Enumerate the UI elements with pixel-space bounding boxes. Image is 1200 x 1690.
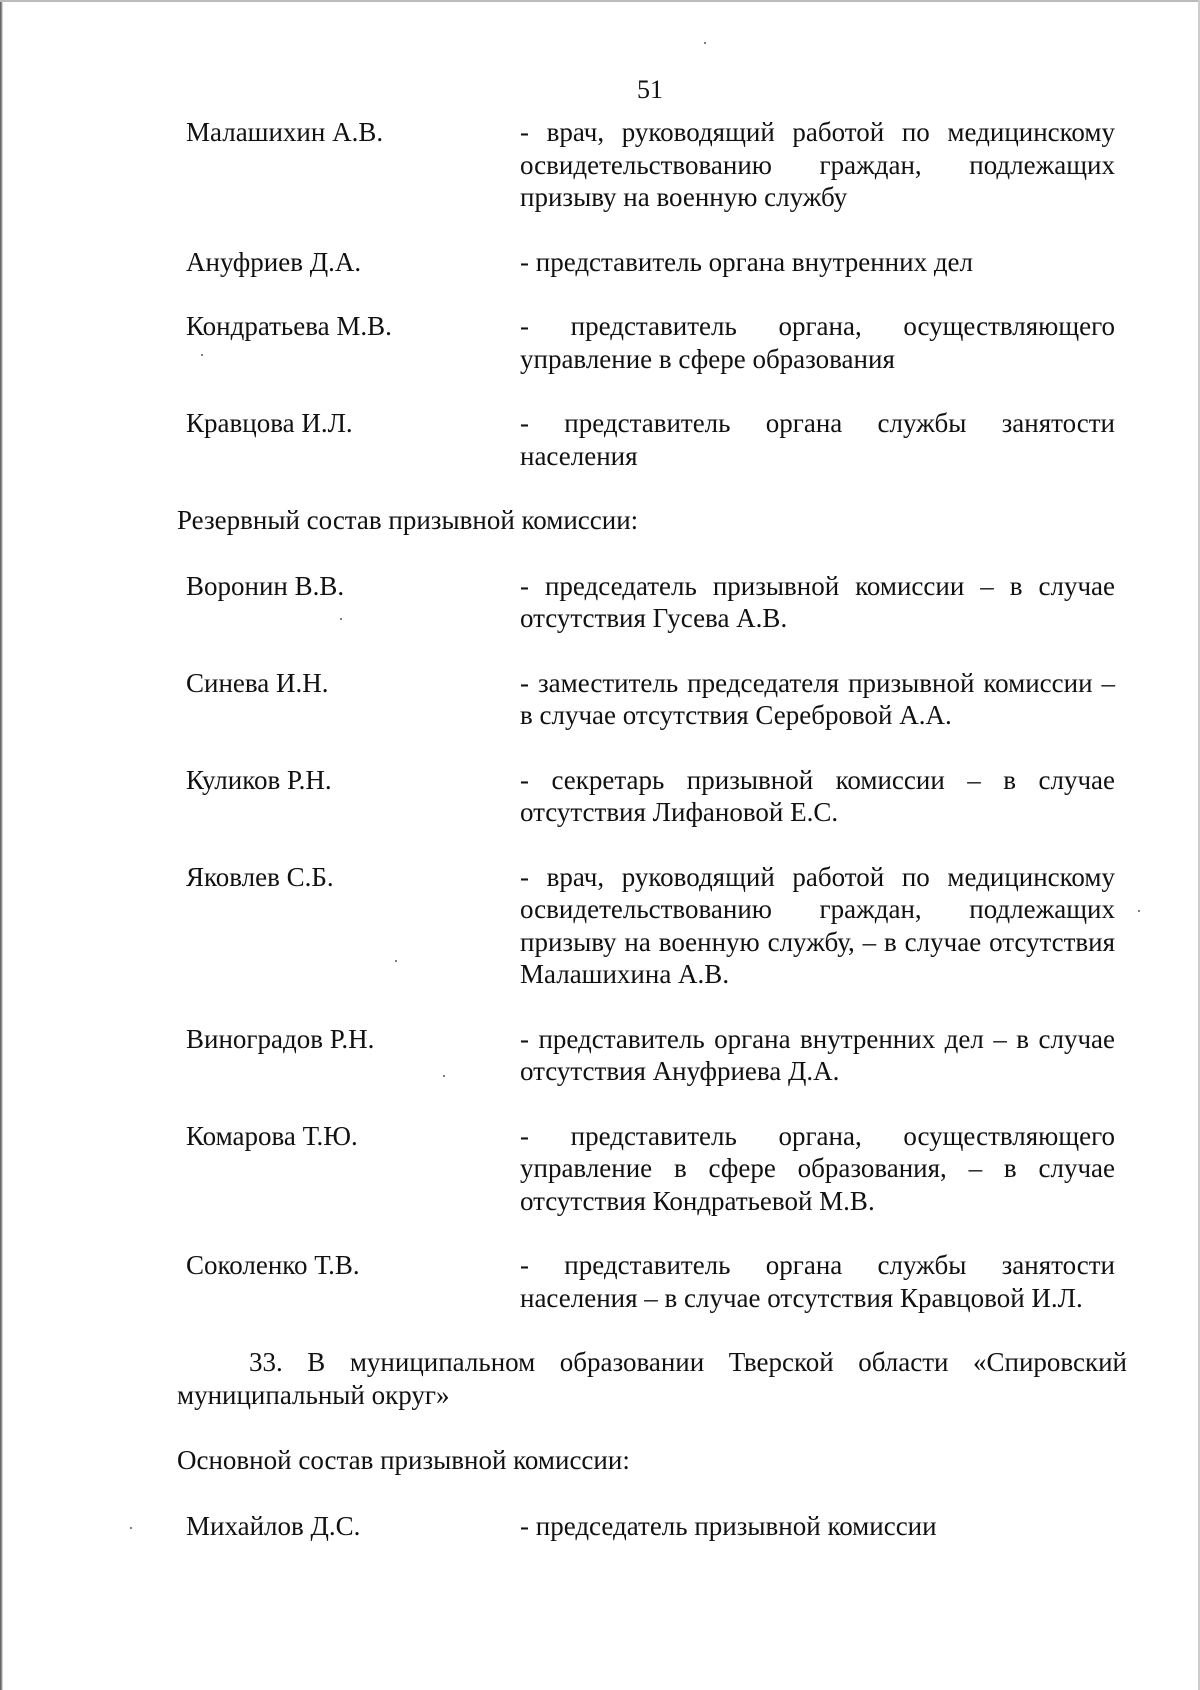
member-role: - представитель органа внутренних дел — [520, 246, 974, 277]
scan-speck — [443, 1075, 445, 1077]
member-role: - председатель призывной комиссии — [520, 1510, 937, 1541]
member-role: - секретарь призывной комиссии – в случае отсутствия Лифановой Е.С. — [520, 764, 1115, 827]
member-role: - врач, руководящий работой по медицинскому освидетельствованию граждан, подлежащих призыву на военную службу — [520, 117, 1115, 212]
member-name: Воронин В.В. — [186, 570, 345, 601]
member-role: - заместитель председателя призывной комиссии – в случае отсутствия Серебровой А.А. — [520, 667, 1115, 730]
member-role: - представитель органа внутренних дел – в случае отсутствия Ануфриева Д.А. — [520, 1023, 1115, 1086]
document-body — [177, 116, 1127, 1574]
member-name: Синева И.Н. — [186, 667, 329, 698]
scan-speck — [130, 1527, 132, 1529]
member-row — [177, 861, 1127, 991]
member-row — [177, 570, 1127, 635]
member-role: - председатель призывной комиссии – в случае отсутствия Гусева А.В. — [520, 570, 1115, 633]
scan-edge-left — [0, 0, 3, 1690]
member-name: Соколенко Т.В. — [186, 1250, 360, 1280]
member-row — [177, 1023, 1127, 1088]
member-name: Куликов Р.Н. — [186, 764, 332, 795]
scan-speck — [704, 42, 706, 44]
page-number: 51 — [637, 75, 663, 104]
paragraph-33: 33. В муниципальном образовании Тверской области «Спировский муниципальный округ» — [177, 1347, 1127, 1410]
member-row — [177, 310, 1127, 375]
member-row — [177, 1120, 1127, 1218]
member-name: Кравцова И.Л. — [186, 408, 353, 438]
member-name: Виноградов Р.Н. — [186, 1023, 375, 1054]
member-role: - представитель органа службы занятости населения – в случае отсутствия Кравцовой И.Л. — [520, 1250, 1115, 1313]
member-name: Комарова Т.Ю. — [186, 1120, 358, 1151]
member-name: Яковлев С.Б. — [186, 861, 334, 892]
member-row — [177, 1510, 1127, 1543]
member-name: Михайлов Д.С. — [186, 1510, 361, 1541]
member-name: Кондратьева М.В. — [186, 311, 392, 341]
member-role: - представитель органа службы занятости населения — [520, 408, 1115, 471]
member-row — [177, 667, 1127, 732]
reserve-section-heading: Резервный состав призывной комиссии: — [177, 505, 639, 535]
member-role: - представитель органа, осуществляющего управление в сфере образования — [520, 311, 1115, 374]
scan-speck — [395, 960, 397, 962]
scan-speck — [340, 618, 342, 620]
member-row — [177, 246, 1127, 279]
member-role: - представитель органа, осуществляющего управление в сфере образования, – в случае отсутствия Кондратьевой М.В. — [520, 1120, 1115, 1216]
member-row — [177, 764, 1127, 829]
scan-speck — [201, 354, 203, 356]
member-name: Ануфриев Д.А. — [186, 246, 362, 277]
scan-speck — [1138, 910, 1140, 912]
scan-edge-top — [0, 0, 1200, 2]
member-row — [177, 116, 1127, 214]
member-name: Малашихин А.В. — [186, 117, 384, 147]
member-row — [177, 407, 1127, 472]
main-section-heading: Основной состав призывной комиссии: — [177, 1445, 630, 1475]
member-role: - врач, руководящий работой по медицинскому освидетельствованию граждан, подлежащих призыву на военную службу, – в случае отсутствия Малашихина А.В. — [520, 861, 1115, 989]
member-row — [177, 1249, 1127, 1314]
